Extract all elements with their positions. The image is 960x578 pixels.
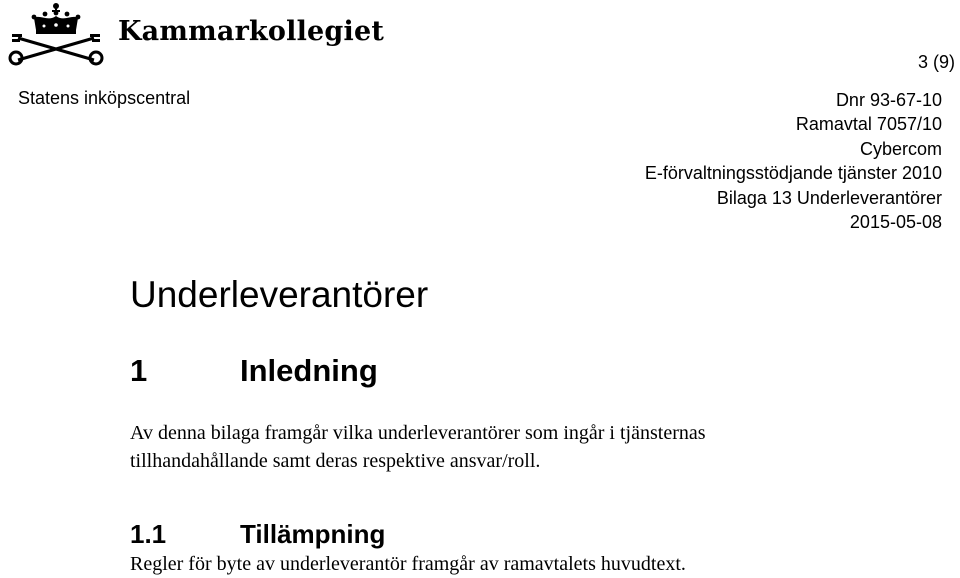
logo (4, 0, 385, 68)
meta-date: 2015-05-08 (849, 212, 942, 233)
section-heading-1-1 (130, 519, 385, 550)
crown-crossed-keys-icon (4, 0, 108, 68)
meta-supplier: Cybercom (859, 138, 942, 159)
meta-service-area: E-förvaltningsstödjande tjänster 2010 (644, 163, 942, 184)
document-metadata (645, 88, 942, 234)
section-1-paragraph (130, 419, 830, 475)
section-1-1-paragraph: Regler för byte av underleverantör framgår av ramavtalets huvudtext. (130, 553, 686, 575)
meta-framework-agreement: Ramavtal 7057/10 (795, 114, 942, 135)
section-title: Inledning (240, 353, 378, 388)
paragraph-line: tillhandahållande samt deras respektive ansvar/roll. (130, 450, 541, 472)
organization-name: Statens inköpscentral (18, 88, 191, 108)
section-heading-1 (130, 353, 378, 389)
paragraph-line: Av denna bilaga framgår vilka underleverantörer som ingår i tjänsternas (130, 422, 706, 444)
page-number: 3 (9) (917, 52, 955, 72)
meta-appendix: Bilaga 13 Underleverantörer (716, 187, 942, 208)
subsection-number: 1.1 (130, 519, 167, 549)
logo-wordmark: Kammarkollegiet (118, 16, 385, 47)
document-title: Underleverantörer (130, 274, 429, 315)
subsection-title: Tillämpning (240, 519, 386, 549)
section-number: 1 (130, 353, 148, 388)
meta-diary-number: Dnr 93-67-10 (835, 90, 942, 110)
